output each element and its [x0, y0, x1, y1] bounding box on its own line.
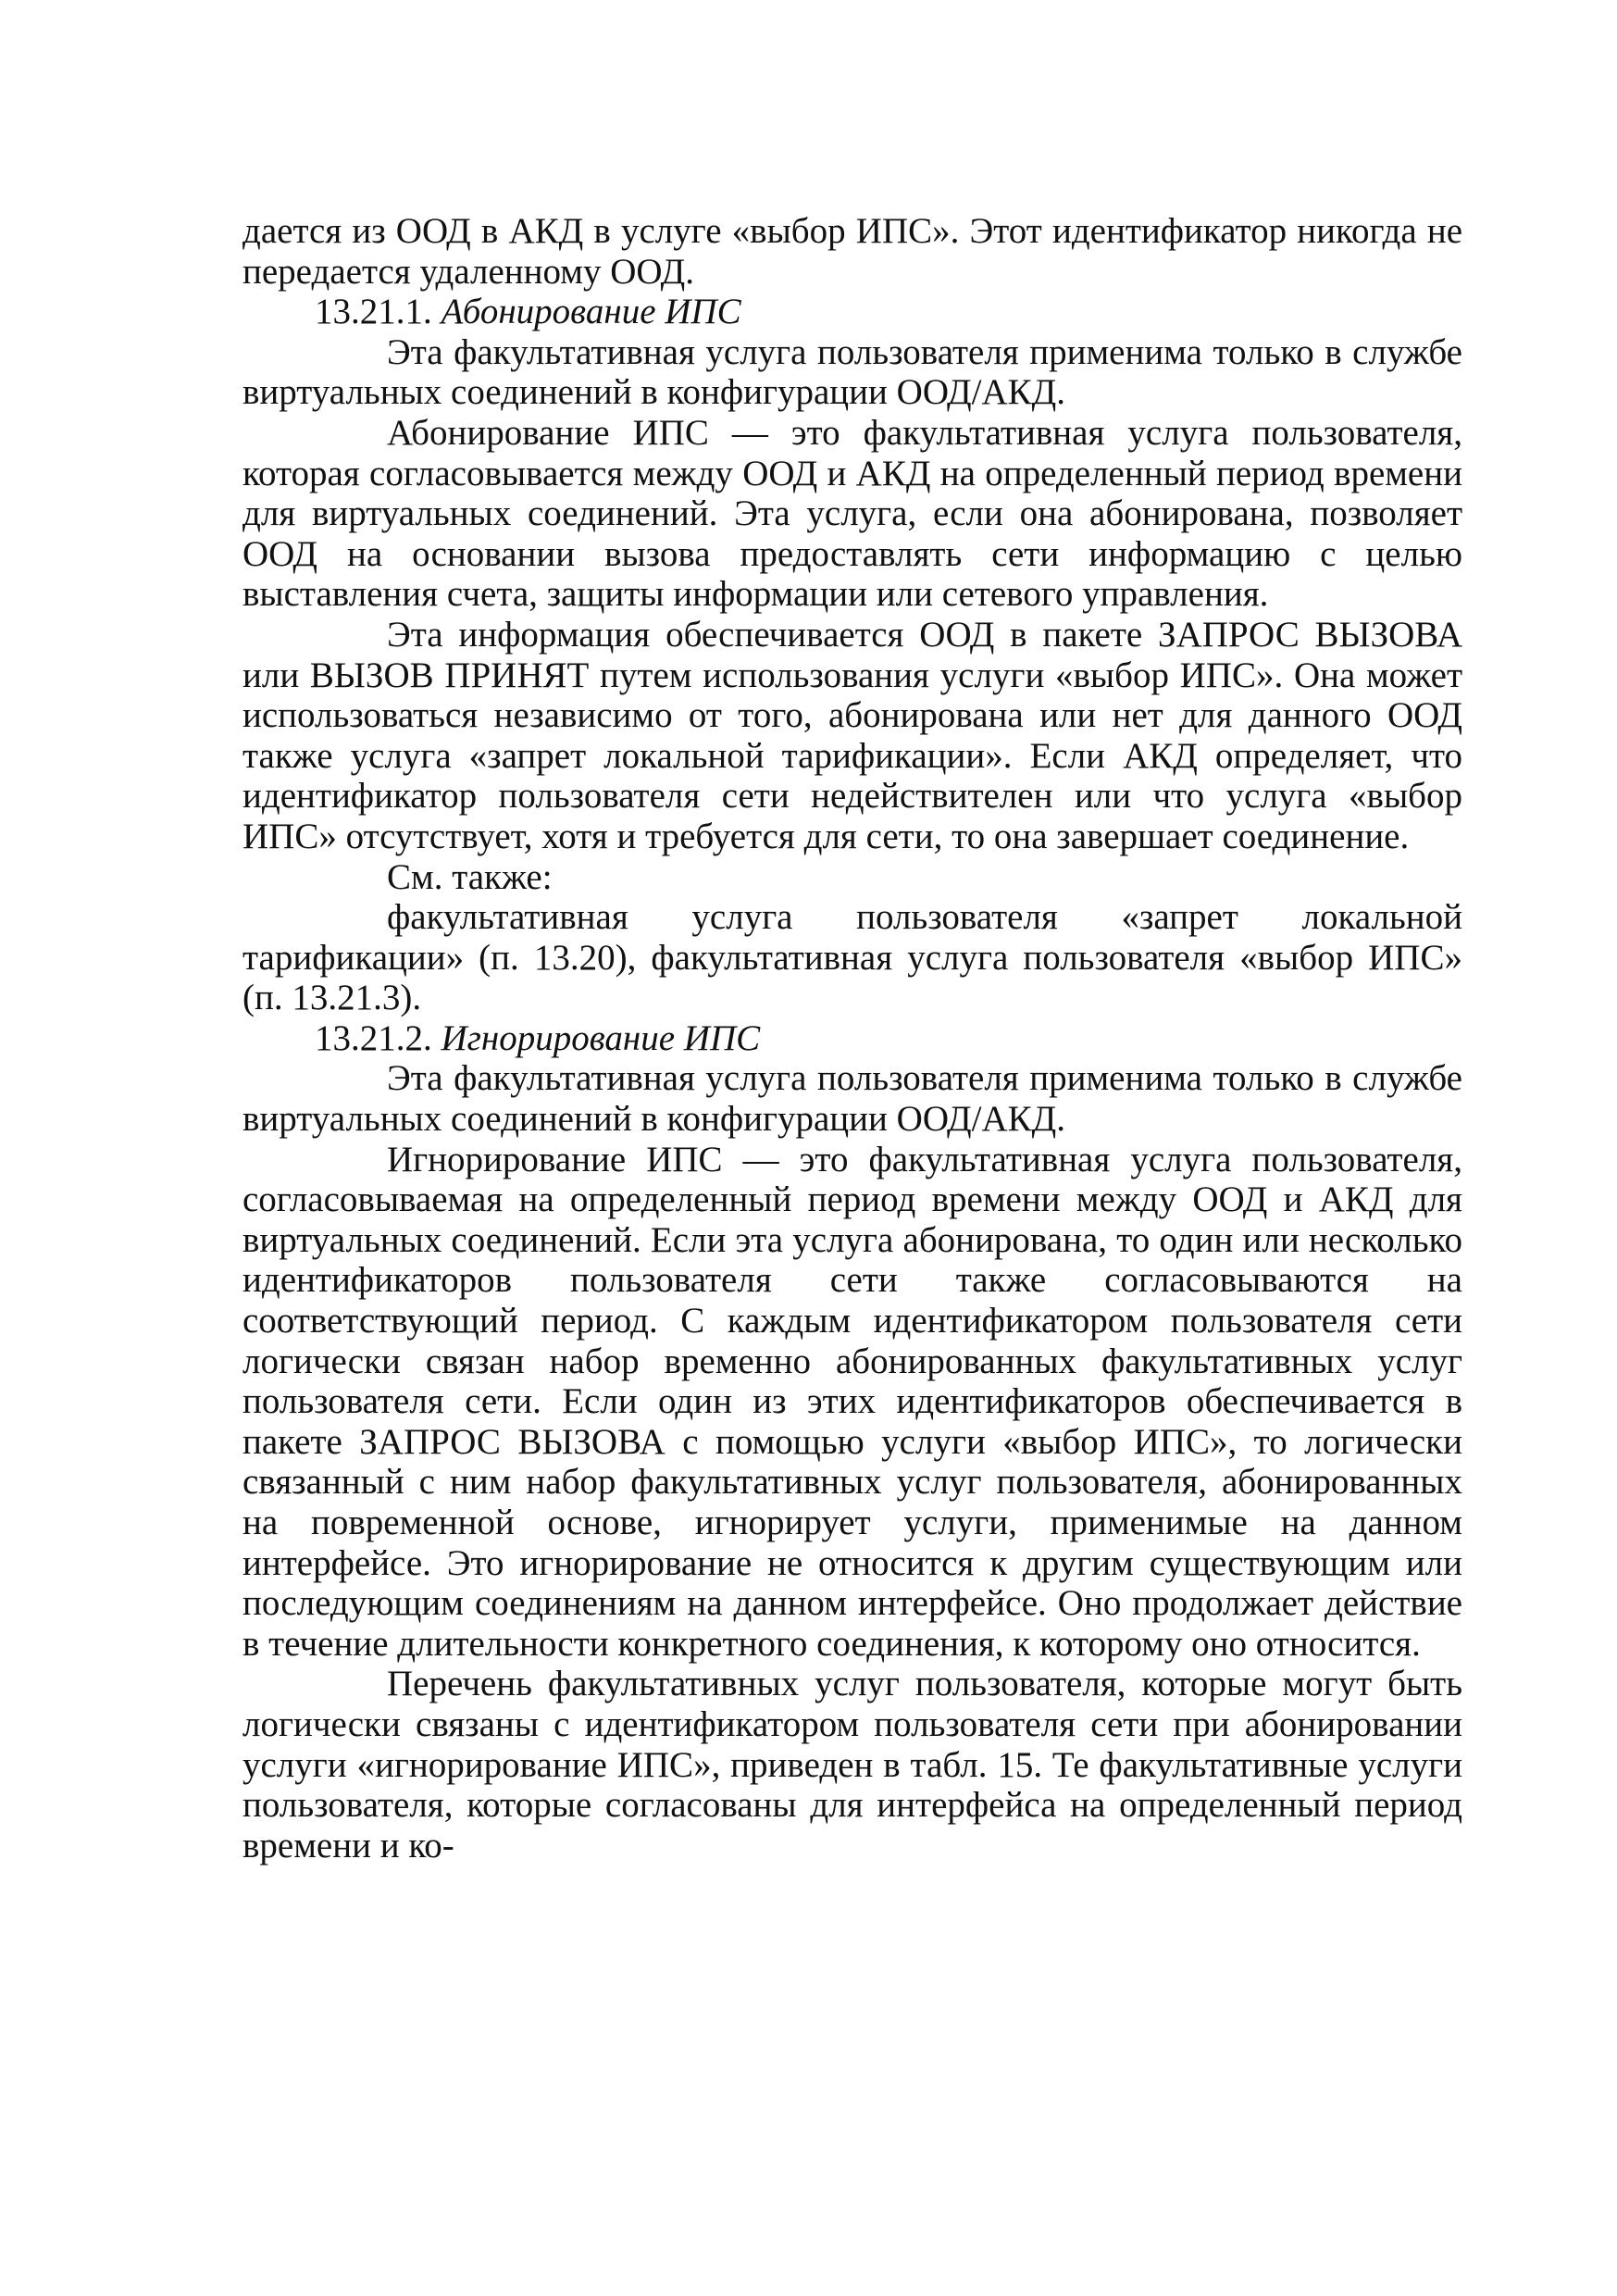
paragraph: Эта факультативная услуга пользователя применима только в службе виртуальных соединений в конфигурации ООД/АКД. — [243, 1058, 1462, 1140]
paragraph: Абонирование ИПС — это факультативная услуга пользователя, которая согласовывается между ООД и АКД на определенный период времени для виртуальных соединений. Эта услуга, если она абонирована, позволяет ООД на основании вызова предоставлять сети информацию с целью выставления счета, защиты информации или сетевого управления. — [243, 412, 1462, 615]
document-page — [243, 211, 1462, 1866]
paragraph: Эта факультативная услуга пользователя применима только в службе виртуальных соединений в конфигурации ООД/АКД. — [243, 331, 1462, 413]
continued-paragraph: дается из ООД в АКД в услуге «выбор ИПС». Этот идентификатор никогда не передается удаленному ООД. — [243, 211, 1462, 292]
paragraph: Перечень факультативных услуг пользователя, которые могут быть логически связаны с идентификатором пользователя сети при абонировании услуги «игнорирование ИПС», приведен в табл. 15. Те факультативные услуги пользователя, которые согласованы для интерфейса на определенный период времени и ко- — [243, 1664, 1462, 1866]
section-number: 13.21.2. — [315, 1017, 442, 1058]
section-heading-13-21-2 — [243, 1018, 1462, 1059]
paragraph: Эта информация обеспечивается ООД в пакете ЗАПРОС ВЫЗОВА или ВЫЗОВ ПРИНЯТ путем использования услуги «выбор ИПС». Она может использоваться независимо от того, абонирована или нет для данного ООД также услуга «запрет локальной тарификации». Если АКД определяет, что идентификатор пользователя сети недействителен или что услуга «выбор ИПС» отсутствует, хотя и требуется для сети, то она завершает соединение. — [243, 614, 1462, 856]
section-number: 13.21.1. — [315, 292, 442, 332]
paragraph: Игнорирование ИПС — это факультативная услуга пользователя, согласовываемая на определенный период времени между ООД и АКД для виртуальных соединений. Если эта услуга абонирована, то один или несколько идентификаторов пользователя сети также согласовываются на соответствующий период. С каждым идентификатором пользователя сети логически связан набор временно абонированных факультативных услуг пользователя сети. Если один из этих идентификаторов обеспечивается в пакете ЗАПРОС ВЫЗОВА с помощью услуги «выбор ИПС», то логически связанный с ним набор факультативных услуг пользователя, абонированных на повременной основе, игнорирует услуги, применимые на данном интерфейсе. Это игнорирование не относится к другим существующим или последующим соединениям на данном интерфейсе. Оно продолжает действие в течение длительности конкретного соединения, к которому оно относится. — [243, 1139, 1462, 1664]
section-heading-13-21-1 — [243, 292, 1462, 332]
see-also-text: факультативная услуга пользователя «запрет локальной тарификации» (п. 13.20), факультативная услуга пользователя «выбор ИПС» (п. 13.21.3). — [243, 897, 1462, 1018]
section-title: Игнорирование ИПС — [441, 1017, 761, 1058]
section-title: Абонирование ИПС — [441, 292, 741, 332]
see-also-label: См. также: — [387, 856, 553, 897]
